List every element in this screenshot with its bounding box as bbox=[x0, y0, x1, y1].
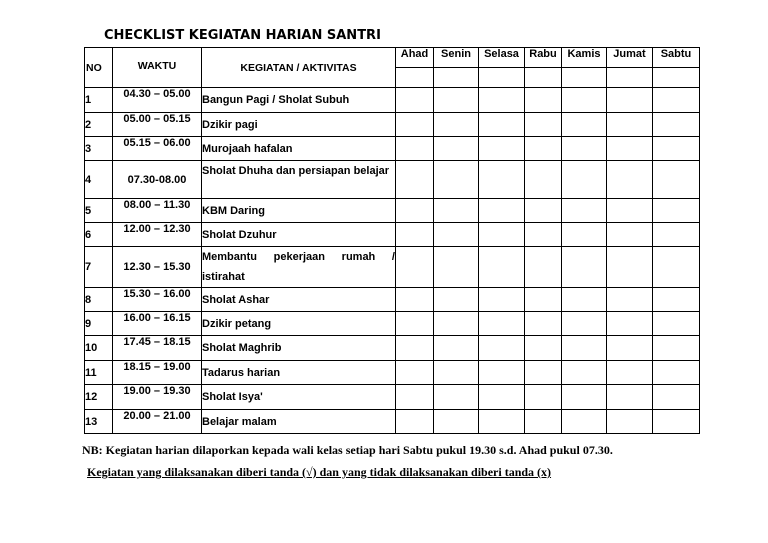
checklist-body bbox=[85, 48, 700, 434]
header-day-selasa: Selasa bbox=[479, 48, 525, 68]
row-number: 2 bbox=[85, 113, 113, 137]
check-cell-selasa[interactable] bbox=[479, 361, 525, 385]
check-cell-sabtu[interactable] bbox=[653, 312, 700, 336]
row-activity: Sholat Dhuha dan persiapan belajar bbox=[202, 161, 396, 199]
check-cell-ahad[interactable] bbox=[396, 410, 434, 434]
check-cell-ahad[interactable] bbox=[396, 312, 434, 336]
check-cell-selasa[interactable] bbox=[479, 385, 525, 410]
table-row bbox=[85, 288, 700, 312]
check-cell-jumat[interactable] bbox=[607, 137, 653, 161]
check-cell-rabu[interactable] bbox=[525, 336, 562, 361]
row-time: 07.30-08.00 bbox=[113, 161, 202, 199]
check-cell-rabu[interactable] bbox=[525, 410, 562, 434]
header-kegiatan: KEGIATAN / AKTIVITAS bbox=[202, 48, 396, 88]
header-blank-cell bbox=[479, 68, 525, 88]
check-cell-senin[interactable] bbox=[434, 199, 479, 223]
check-cell-sabtu[interactable] bbox=[653, 410, 700, 434]
check-cell-selasa[interactable] bbox=[479, 247, 525, 288]
check-cell-rabu[interactable] bbox=[525, 137, 562, 161]
row-number: 12 bbox=[85, 385, 113, 410]
check-cell-sabtu[interactable] bbox=[653, 247, 700, 288]
row-activity: Sholat Ashar bbox=[202, 288, 396, 312]
header-blank-cell bbox=[525, 68, 562, 88]
check-cell-senin[interactable] bbox=[434, 223, 479, 247]
check-cell-senin[interactable] bbox=[434, 288, 479, 312]
check-cell-jumat[interactable] bbox=[607, 247, 653, 288]
check-cell-jumat[interactable] bbox=[607, 161, 653, 199]
check-cell-jumat[interactable] bbox=[607, 385, 653, 410]
check-cell-selasa[interactable] bbox=[479, 161, 525, 199]
check-cell-selasa[interactable] bbox=[479, 312, 525, 336]
check-cell-sabtu[interactable] bbox=[653, 137, 700, 161]
check-cell-selasa[interactable] bbox=[479, 288, 525, 312]
row-number: 4 bbox=[85, 161, 113, 199]
header-day-jumat: Jumat bbox=[607, 48, 653, 68]
check-cell-jumat[interactable] bbox=[607, 312, 653, 336]
check-cell-senin[interactable] bbox=[434, 312, 479, 336]
check-cell-sabtu[interactable] bbox=[653, 161, 700, 199]
table-row bbox=[85, 199, 700, 223]
row-number: 11 bbox=[85, 361, 113, 385]
check-cell-senin[interactable] bbox=[434, 247, 479, 288]
check-cell-ahad[interactable] bbox=[396, 385, 434, 410]
header-day-sabtu: Sabtu bbox=[653, 48, 700, 68]
check-cell-rabu[interactable] bbox=[525, 247, 562, 288]
check-cell-selasa[interactable] bbox=[479, 137, 525, 161]
row-number: 1 bbox=[85, 88, 113, 113]
check-cell-jumat[interactable] bbox=[607, 223, 653, 247]
check-cell-senin[interactable] bbox=[434, 137, 479, 161]
row-time: 05.00 – 05.15 bbox=[113, 113, 202, 137]
table-row bbox=[85, 361, 700, 385]
row-activity: Membantu pekerjaan rumah / istirahat bbox=[202, 247, 396, 288]
header-day-ahad: Ahad bbox=[396, 48, 434, 68]
table-row bbox=[85, 161, 700, 199]
check-cell-rabu[interactable] bbox=[525, 312, 562, 336]
header-row bbox=[85, 48, 700, 68]
check-cell-jumat[interactable] bbox=[607, 336, 653, 361]
check-cell-kamis[interactable] bbox=[562, 361, 607, 385]
check-cell-jumat[interactable] bbox=[607, 199, 653, 223]
row-activity: KBM Daring bbox=[202, 199, 396, 223]
row-time: 12.30 – 15.30 bbox=[113, 247, 202, 288]
row-number: 7 bbox=[85, 247, 113, 288]
check-cell-ahad[interactable] bbox=[396, 336, 434, 361]
table-row bbox=[85, 247, 700, 288]
row-number: 13 bbox=[85, 410, 113, 434]
row-number: 6 bbox=[85, 223, 113, 247]
check-cell-kamis[interactable] bbox=[562, 199, 607, 223]
check-cell-kamis[interactable] bbox=[562, 385, 607, 410]
check-cell-rabu[interactable] bbox=[525, 361, 562, 385]
row-activity: Bangun Pagi / Sholat Subuh bbox=[202, 88, 396, 113]
row-time: 19.00 – 19.30 bbox=[113, 385, 202, 410]
check-cell-rabu[interactable] bbox=[525, 223, 562, 247]
check-cell-rabu[interactable] bbox=[525, 199, 562, 223]
header-blank-cell bbox=[434, 68, 479, 88]
check-cell-selasa[interactable] bbox=[479, 199, 525, 223]
table-row bbox=[85, 312, 700, 336]
table-row bbox=[85, 88, 700, 113]
row-number: 9 bbox=[85, 312, 113, 336]
check-cell-senin[interactable] bbox=[434, 410, 479, 434]
table-row bbox=[85, 410, 700, 434]
check-cell-selasa[interactable] bbox=[479, 336, 525, 361]
row-time: 04.30 – 05.00 bbox=[113, 88, 202, 113]
check-cell-rabu[interactable] bbox=[525, 161, 562, 199]
row-time: 17.45 – 18.15 bbox=[113, 336, 202, 361]
row-number: 8 bbox=[85, 288, 113, 312]
header-day-senin: Senin bbox=[434, 48, 479, 68]
document-title: CHECKLIST KEGIATAN HARIAN SANTRI bbox=[104, 28, 381, 43]
check-cell-kamis[interactable] bbox=[562, 288, 607, 312]
check-cell-ahad[interactable] bbox=[396, 137, 434, 161]
check-cell-selasa[interactable] bbox=[479, 113, 525, 137]
check-cell-ahad[interactable] bbox=[396, 223, 434, 247]
row-number: 10 bbox=[85, 336, 113, 361]
header-no: NO bbox=[85, 48, 113, 88]
nb-note: NB: Kegiatan harian dilaporkan kepada wali kelas setiap hari Sabtu pukul 19.30 s.d. Ahad pukul 07.30. bbox=[82, 443, 613, 457]
row-activity: Sholat Isya' bbox=[202, 385, 396, 410]
row-activity: Tadarus harian bbox=[202, 361, 396, 385]
row-time: 05.15 – 06.00 bbox=[113, 137, 202, 161]
check-cell-jumat[interactable] bbox=[607, 88, 653, 113]
check-cell-rabu[interactable] bbox=[525, 385, 562, 410]
table-row bbox=[85, 223, 700, 247]
check-cell-rabu[interactable] bbox=[525, 113, 562, 137]
marking-instruction: Kegiatan yang dilaksanakan diberi tanda (√) dan yang tidak dilaksanakan diberi tanda (x) bbox=[87, 465, 552, 479]
table-row bbox=[85, 137, 700, 161]
check-cell-ahad[interactable] bbox=[396, 113, 434, 137]
row-activity: Sholat Maghrib bbox=[202, 336, 396, 361]
check-cell-jumat[interactable] bbox=[607, 113, 653, 137]
check-cell-jumat[interactable] bbox=[607, 288, 653, 312]
check-cell-kamis[interactable] bbox=[562, 223, 607, 247]
check-cell-selasa[interactable] bbox=[479, 223, 525, 247]
checklist-table bbox=[84, 47, 700, 434]
check-cell-senin[interactable] bbox=[434, 361, 479, 385]
header-blank-cell bbox=[562, 68, 607, 88]
header-blank-cell bbox=[396, 68, 434, 88]
row-time: 12.00 – 12.30 bbox=[113, 223, 202, 247]
row-activity: Dzikir petang bbox=[202, 312, 396, 336]
check-cell-ahad[interactable] bbox=[396, 361, 434, 385]
row-activity: Sholat Dzuhur bbox=[202, 223, 396, 247]
check-cell-selasa[interactable] bbox=[479, 410, 525, 434]
check-cell-senin[interactable] bbox=[434, 336, 479, 361]
check-cell-sabtu[interactable] bbox=[653, 199, 700, 223]
check-cell-kamis[interactable] bbox=[562, 312, 607, 336]
check-cell-kamis[interactable] bbox=[562, 410, 607, 434]
check-cell-sabtu[interactable] bbox=[653, 288, 700, 312]
row-time: 18.15 – 19.00 bbox=[113, 361, 202, 385]
check-cell-jumat[interactable] bbox=[607, 410, 653, 434]
row-time: 20.00 – 21.00 bbox=[113, 410, 202, 434]
check-cell-ahad[interactable] bbox=[396, 247, 434, 288]
check-cell-selasa[interactable] bbox=[479, 88, 525, 113]
check-cell-senin[interactable] bbox=[434, 113, 479, 137]
header-blank-cell bbox=[653, 68, 700, 88]
check-cell-kamis[interactable] bbox=[562, 88, 607, 113]
check-cell-jumat[interactable] bbox=[607, 361, 653, 385]
check-cell-rabu[interactable] bbox=[525, 88, 562, 113]
table-row bbox=[85, 113, 700, 137]
check-cell-kamis[interactable] bbox=[562, 336, 607, 361]
check-cell-ahad[interactable] bbox=[396, 88, 434, 113]
check-cell-sabtu[interactable] bbox=[653, 361, 700, 385]
check-cell-rabu[interactable] bbox=[525, 288, 562, 312]
check-cell-sabtu[interactable] bbox=[653, 113, 700, 137]
row-activity: Belajar malam bbox=[202, 410, 396, 434]
check-cell-senin[interactable] bbox=[434, 88, 479, 113]
row-activity: Dzikir pagi bbox=[202, 113, 396, 137]
check-cell-sabtu[interactable] bbox=[653, 336, 700, 361]
check-cell-kamis[interactable] bbox=[562, 161, 607, 199]
row-time: 08.00 – 11.30 bbox=[113, 199, 202, 223]
row-number: 3 bbox=[85, 137, 113, 161]
table-row bbox=[85, 336, 700, 361]
header-blank-cell bbox=[607, 68, 653, 88]
check-cell-kamis[interactable] bbox=[562, 113, 607, 137]
row-time: 16.00 – 16.15 bbox=[113, 312, 202, 336]
row-number: 5 bbox=[85, 199, 113, 223]
check-cell-senin[interactable] bbox=[434, 161, 479, 199]
check-cell-sabtu[interactable] bbox=[653, 223, 700, 247]
table-row bbox=[85, 385, 700, 410]
check-cell-kamis[interactable] bbox=[562, 137, 607, 161]
row-activity: Murojaah hafalan bbox=[202, 137, 396, 161]
check-cell-sabtu[interactable] bbox=[653, 385, 700, 410]
check-cell-ahad[interactable] bbox=[396, 161, 434, 199]
check-cell-sabtu[interactable] bbox=[653, 88, 700, 113]
header-day-rabu: Rabu bbox=[525, 48, 562, 68]
check-cell-ahad[interactable] bbox=[396, 199, 434, 223]
header-day-kamis: Kamis bbox=[562, 48, 607, 68]
check-cell-ahad[interactable] bbox=[396, 288, 434, 312]
check-cell-senin[interactable] bbox=[434, 385, 479, 410]
header-waktu: WAKTU bbox=[113, 48, 202, 88]
row-time: 15.30 – 16.00 bbox=[113, 288, 202, 312]
check-cell-kamis[interactable] bbox=[562, 247, 607, 288]
